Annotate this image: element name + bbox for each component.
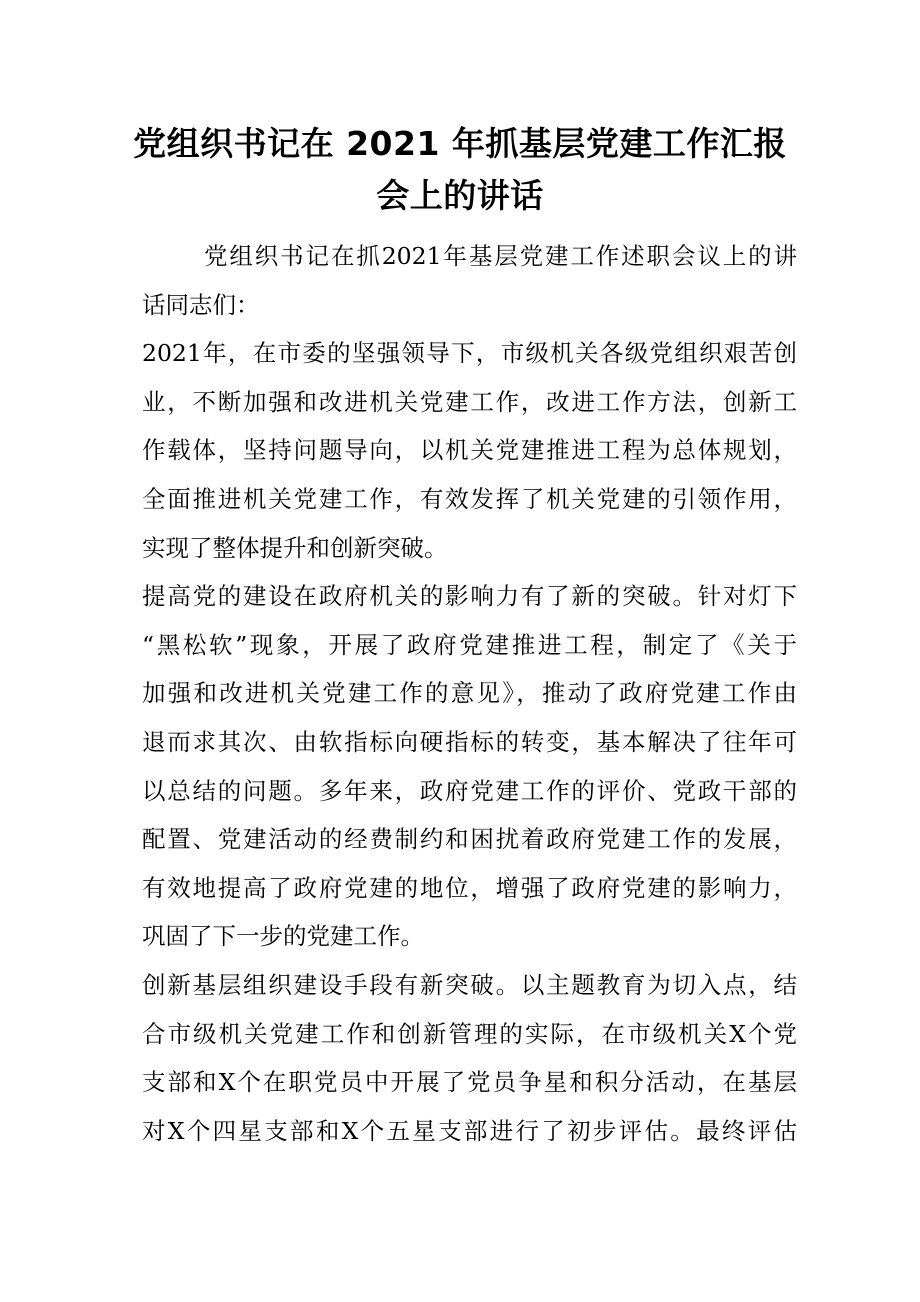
- document-title: [120, 118, 800, 222]
- document-body: [142, 232, 797, 1155]
- body-line-12: 以总结的问题。多年来，政府党建工作的评价、党政干部的: [142, 776, 797, 805]
- body-line-2: 话同志们：: [142, 290, 260, 319]
- body-line-11: 退而求其次、由软指标向硬指标的转变，基本解决了往年可: [142, 727, 797, 756]
- body-line-14: 有效地提高了政府党建的地位，增强了政府党建的影响力，: [142, 873, 797, 902]
- body-line-16: 创新基层组织建设手段有新突破。以主题教育为切入点，结: [142, 970, 797, 999]
- title-line-2: 会上的讲话: [376, 176, 544, 215]
- body-line-1: 党组织书记在抓2021年基层党建工作述职会议上的讲: [204, 242, 797, 270]
- body-line-7: 实现了整体提升和创新突破。: [142, 533, 448, 562]
- body-line-10: 加强和改进机关党建工作的意见》，推动了政府党建工作由: [142, 679, 797, 708]
- body-line-6: 全面推进机关党建工作，有效发挥了机关党建的引领作用，: [142, 484, 797, 513]
- body-line-5: 作载体，坚持问题导向，以机关党建推进工程为总体规划，: [142, 436, 797, 465]
- body-line-18: 支部和X个在职党员中开展了党员争星和积分活动，在基层: [142, 1068, 797, 1097]
- title-line-1: 党组织书记在 2021 年抓基层党建工作汇报: [133, 124, 787, 163]
- body-line-9: “黑松软”现象，开展了政府党建推进工程，制定了《关于: [142, 630, 797, 659]
- body-line-8: 提高党的建设在政府机关的影响力有了新的突破。针对灯下: [142, 582, 797, 611]
- body-line-15: 巩固了下一步的党建工作。: [142, 922, 424, 951]
- body-line-4: 业，不断加强和改进机关党建工作，改进工作方法，创新工: [142, 387, 797, 416]
- body-line-17: 合市级机关党建工作和创新管理的实际，在市级机关X个党: [142, 1019, 797, 1048]
- body-line-19: 对X个四星支部和X个五星支部进行了初步评估。最终评估: [142, 1116, 797, 1145]
- body-line-13: 配置、党建活动的经费制约和困扰着政府党建工作的发展，: [142, 825, 797, 854]
- body-line-3: 2021年，在市委的坚强领导下，市级机关各级党组织艰苦创: [142, 339, 797, 368]
